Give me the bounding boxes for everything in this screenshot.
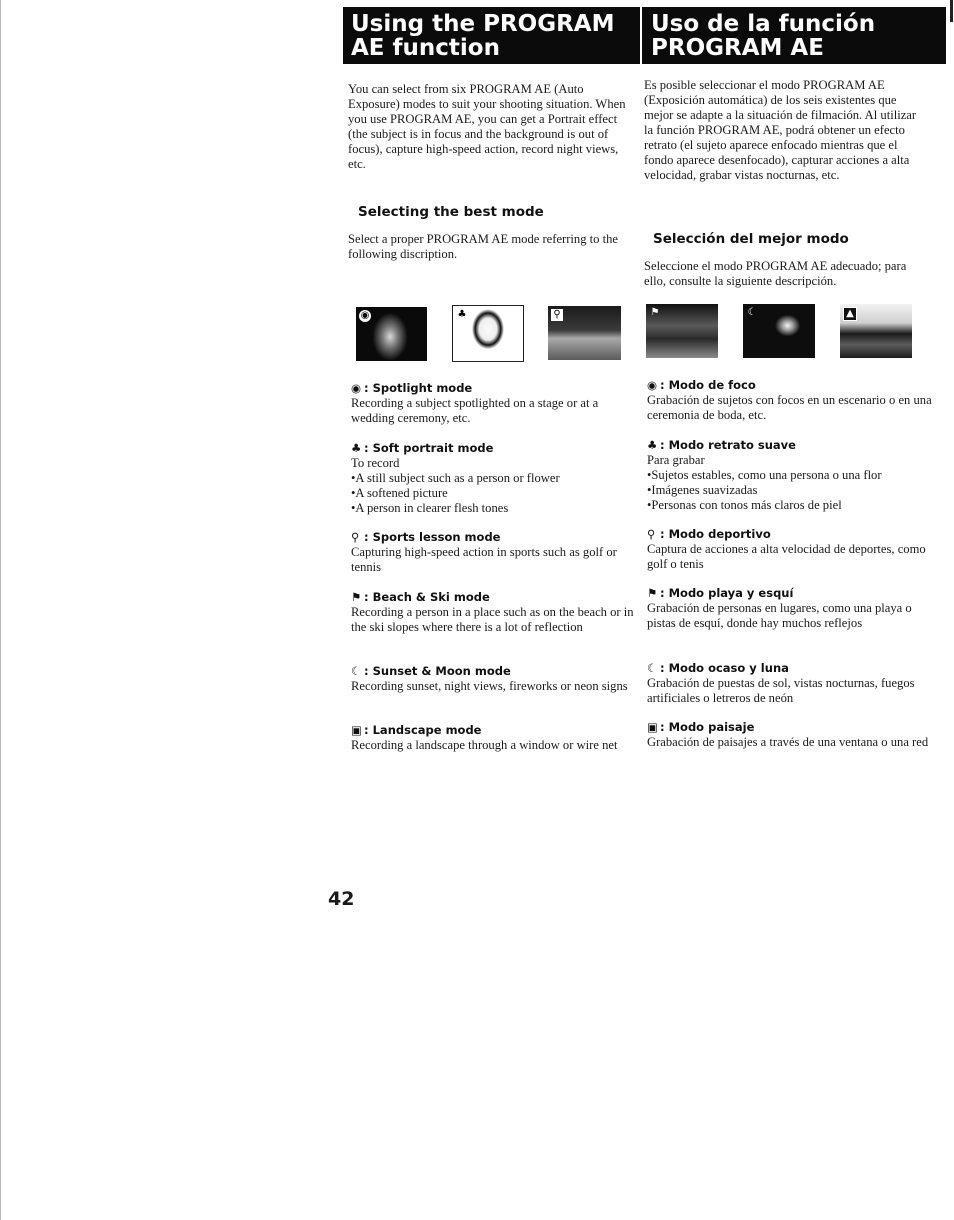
page-number: 42 <box>328 888 355 910</box>
section-title-english: Selecting the best mode <box>358 204 544 220</box>
photo-landscape <box>840 304 912 358</box>
title-line-1: Uso de la función <box>651 11 876 37</box>
title-line-2: PROGRAM AE <box>651 35 824 61</box>
photo-soft-portrait <box>452 305 524 362</box>
section-text-spanish: Seleccione el modo PROGRAM AE adecuado; para ello, consulte la siguiente descripción. <box>644 259 907 288</box>
beach-ski-icon: ⚑ <box>650 307 660 318</box>
mode-sports-lesson-english: ⚲ : Sports lesson mode Capturing high-speed action in sports such as golf or tennis <box>351 530 617 574</box>
bullet-list: • Sujetos estables, como una persona o una flor • Imágenes suavizadas • Personas con tonos más claros de piel <box>647 468 932 513</box>
mode-spotlight-english: ◉ : Spotlight mode Recording a subject spotlighted on a stage or at a wedding ceremony, etc. <box>351 381 599 425</box>
photo-spotlight <box>356 307 427 361</box>
mode-sports-lesson-spanish: ⚲ : Modo deportivo Captura de acciones a alta velocidad de deportes, como golf o tenis <box>647 527 926 571</box>
intro-english: You can select from six PROGRAM AE (Auto Exposure) modes to suit your shooting situation. When you use PROGRAM AE, you can get a Portrait effect (the subject is in focus and the background is out of focus), capture high-speed action, record night views, etc. <box>348 82 626 171</box>
soft-portrait-icon: ♣ <box>647 438 658 452</box>
mode-landscape-spanish: ▣ : Modo paisaje Grabación de paisajes a través de una ventana o una red <box>647 720 929 749</box>
page-edge-mark <box>950 0 953 22</box>
beach-ski-icon: ⚑ <box>351 590 362 604</box>
intro-spanish: Es posible seleccionar el modo PROGRAM AE (Exposición automática) de los seis existentes que mejor se adapte a la situación de filmación. Al utilizar la función PROGRAM AE, podrá obtener un efecto retrato (el sujeto aparece enfocado mientras que el fondo aparece desenfocado), capturar acciones a alta velocidad, grabar vistas nocturnas, etc. <box>644 78 917 182</box>
sunset-moon-icon: ☾ <box>747 307 757 318</box>
mode-sunset-moon-spanish: ☾ : Modo ocaso y luna Grabación de puestas de sol, vistas nocturnas, fuegos artificiales o letreros de neón <box>647 661 915 705</box>
photo-sports-lesson <box>548 306 621 360</box>
landscape-icon: ▣ <box>351 723 362 737</box>
mode-spotlight-spanish: ◉ : Modo de foco Grabación de sujetos con focos en un escenario o en una ceremonia de boda, etc. <box>647 378 932 422</box>
sunset-moon-icon: ☾ <box>647 661 658 675</box>
soft-portrait-icon: ♣ <box>457 309 467 320</box>
mode-beach-ski-spanish: ⚑ : Modo playa y esquí Grabación de personas en lugares, como una playa o pistas de esquí, donde hay muchos reflejos <box>647 586 912 630</box>
title-banner-spanish <box>642 7 946 64</box>
soft-portrait-icon: ♣ <box>351 441 362 455</box>
title-line-2: AE function <box>351 35 500 61</box>
photo-sunset-moon <box>743 304 815 358</box>
mode-soft-portrait-english: ♣ : Soft portrait mode To record • A still subject such as a person or flower • A softened picture • A person in clearer flesh tones <box>351 441 636 516</box>
section-text-english: Select a proper PROGRAM AE mode referring to the following discription. <box>348 232 619 261</box>
mode-soft-portrait-spanish: ♣ : Modo retrato suave Para grabar • Sujetos estables, como una persona o una flor • Imágenes suavizadas • Personas con tonos más claros de piel <box>647 438 932 513</box>
mode-landscape-english: ▣ : Landscape mode Recording a landscape through a window or wire net <box>351 723 618 752</box>
landscape-icon: ▲ <box>843 307 857 321</box>
landscape-icon: ▣ <box>647 720 658 734</box>
beach-ski-icon: ⚑ <box>647 586 658 600</box>
sports-lesson-icon: ⚲ <box>647 527 656 541</box>
mode-sunset-moon-english: ☾ : Sunset & Moon mode Recording sunset, night views, fireworks or neon signs <box>351 664 628 693</box>
page-edge-mark-left <box>0 0 1 1220</box>
sports-lesson-icon: ⚲ <box>351 530 360 544</box>
title-line-1: Using the PROGRAM <box>351 11 615 37</box>
mode-beach-ski-english: ⚑ : Beach & Ski mode Recording a person in a place such as on the beach or in the ski slopes where there is a lot of reflection <box>351 590 634 634</box>
spotlight-icon: ◉ <box>351 381 362 395</box>
sports-lesson-icon: ⚲ <box>551 309 563 321</box>
title-banner-english <box>343 7 640 64</box>
photo-beach-ski <box>646 304 718 358</box>
bullet-list: • A still subject such as a person or flower • A softened picture • A person in clearer flesh tones <box>351 471 636 516</box>
sunset-moon-icon: ☾ <box>351 664 362 678</box>
spotlight-icon: ◉ <box>647 378 658 392</box>
section-title-spanish: Selección del mejor modo <box>653 231 849 247</box>
spotlight-icon: ◉ <box>360 310 370 321</box>
